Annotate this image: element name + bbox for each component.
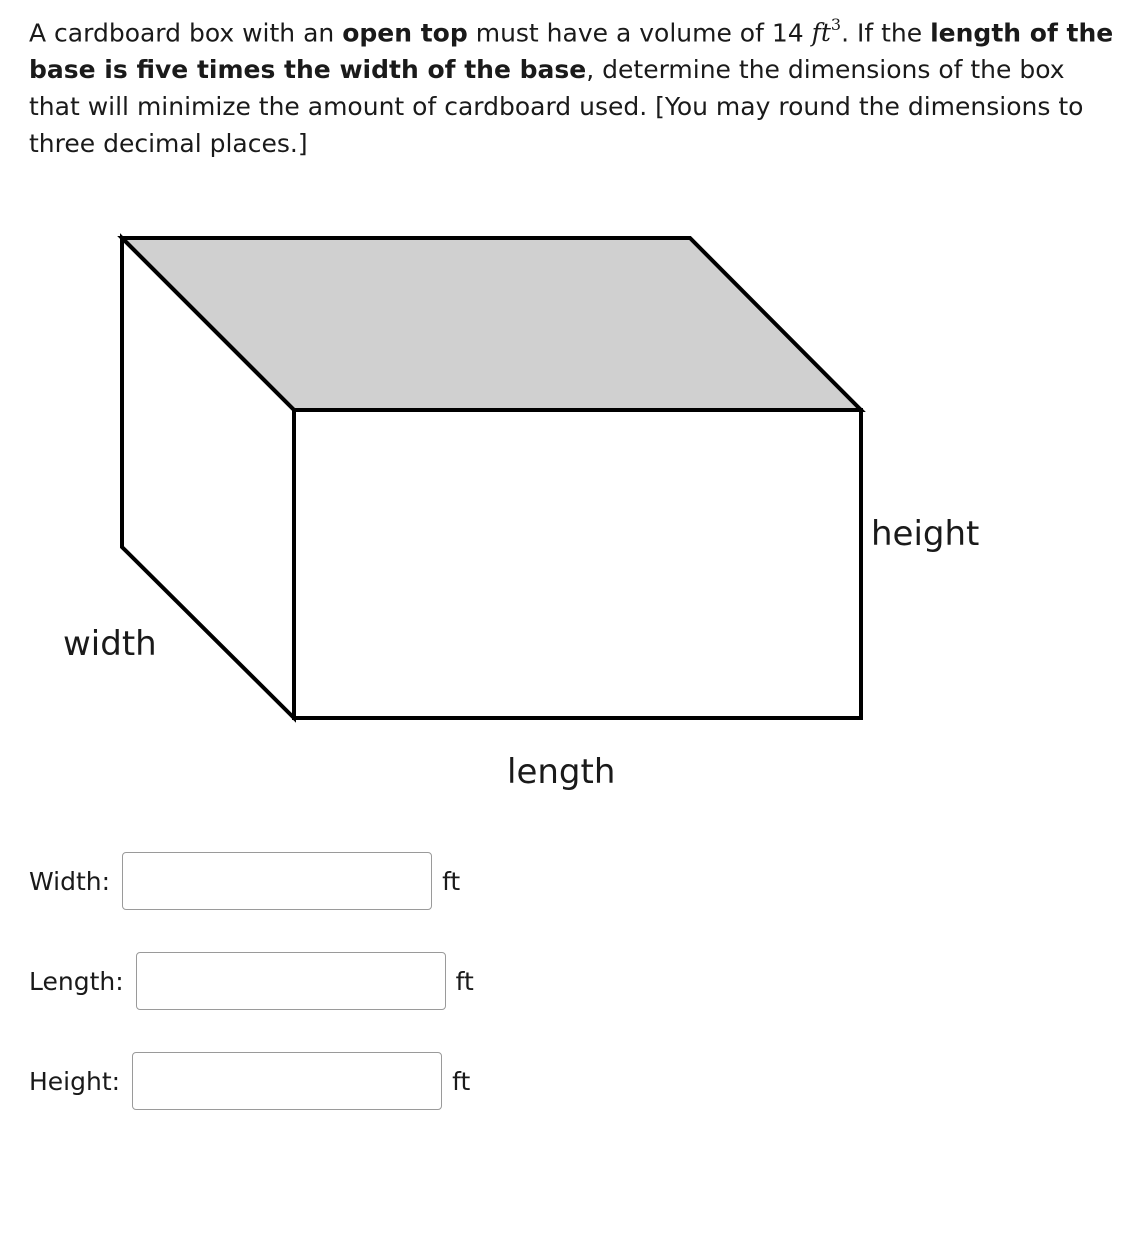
diagram-label-width: width — [63, 624, 157, 664]
box-front-face — [294, 410, 861, 718]
question-part: . If the — [841, 18, 931, 48]
length-input[interactable] — [136, 952, 446, 1010]
width-input[interactable] — [122, 852, 432, 910]
width-unit: ft — [442, 866, 461, 896]
diagram-label-length: length — [507, 752, 616, 792]
width-label: Width: — [29, 866, 111, 896]
question-part: A cardboard box with an — [29, 18, 343, 48]
length-field-row — [29, 951, 474, 1011]
diagram-label-height: height — [871, 514, 980, 554]
length-label: Length: — [29, 966, 124, 996]
height-input[interactable] — [132, 1052, 442, 1110]
height-unit: ft — [452, 1066, 471, 1096]
width-field-row — [29, 851, 460, 911]
unit-exponent: 3 — [830, 15, 842, 34]
length-unit: ft — [455, 966, 474, 996]
question-part: must have a volume of 14 — [467, 18, 812, 48]
unit-ft: ft — [811, 18, 831, 48]
question-bold-open-top: open top — [342, 18, 468, 48]
question-bold-length-condition: length of the base is five times the width of the base — [29, 18, 1114, 85]
question-part: , determine the dimensions of the box that will minimize the amount of cardboard used. [You may round the dimensions to three decimal places.] — [29, 55, 1084, 159]
height-field-row — [29, 1051, 470, 1111]
height-label: Height: — [29, 1066, 121, 1096]
